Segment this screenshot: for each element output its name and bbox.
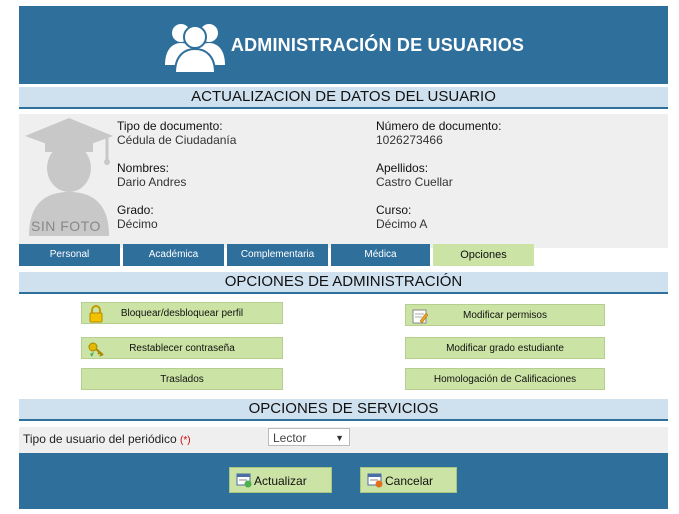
doc-number-field (376, 119, 501, 147)
user-type-label: Tipo de usuario del periódico (23, 432, 177, 446)
form-footer (19, 453, 668, 509)
course-label: Curso: (376, 203, 412, 217)
names-value: Dario Andres (117, 175, 187, 189)
tab-medica[interactable]: Médica (331, 244, 430, 266)
user-type-field-label (23, 432, 191, 446)
modify-permissions-label: Modificar permisos (463, 310, 547, 321)
update-button[interactable] (229, 467, 332, 493)
user-info-panel (19, 114, 668, 248)
service-options-row (19, 427, 668, 453)
names-field (117, 161, 186, 189)
page-header (19, 6, 668, 84)
transfers-label: Traslados (160, 374, 204, 385)
user-type-select[interactable] (268, 428, 350, 446)
tab-complementaria[interactable]: Complementaria (227, 244, 328, 266)
save-form-icon (236, 472, 252, 488)
course-value: Décimo A (376, 217, 428, 231)
surnames-field (376, 161, 453, 189)
section-update-title: ACTUALIZACION DE DATOS DEL USUARIO (19, 87, 668, 109)
reset-password-button[interactable] (81, 337, 283, 359)
tab-bar (19, 244, 668, 266)
chevron-down-icon: ▼ (335, 433, 344, 443)
grade-label: Grado: (117, 203, 154, 217)
tab-personal[interactable]: Personal (19, 244, 120, 266)
surnames-value: Castro Cuellar (376, 175, 453, 189)
doc-number-value: 1026273466 (376, 133, 443, 147)
key-icon (88, 340, 104, 358)
lock-profile-label: Bloquear/desbloquear perfil (120, 308, 244, 319)
cancel-label: Cancelar (385, 474, 434, 488)
section-admin-options-title: OPCIONES DE ADMINISTRACIÓN (19, 272, 668, 294)
required-mark: (*) (180, 435, 191, 446)
grade-field (117, 203, 158, 231)
users-icon (163, 17, 227, 73)
lock-icon (88, 305, 104, 323)
cancel-button[interactable] (360, 467, 457, 493)
grade-value: Décimo (117, 217, 158, 231)
homologation-button[interactable] (405, 368, 605, 390)
names-label: Nombres: (117, 161, 170, 175)
tab-opciones[interactable]: Opciones (433, 244, 534, 266)
user-type-value: Lector (273, 431, 307, 445)
lock-profile-button[interactable] (81, 302, 283, 324)
edit-document-icon (412, 307, 428, 325)
surnames-label: Apellidos: (376, 161, 429, 175)
page-title: ADMINISTRACIÓN DE USUARIOS (230, 34, 525, 55)
course-field (376, 203, 427, 231)
no-photo-label: SIN FOTO (31, 218, 101, 234)
doc-type-field (117, 119, 236, 147)
reset-password-label: Restablecer contraseña (129, 343, 235, 354)
tab-academica[interactable]: Académica (123, 244, 224, 266)
update-label: Actualizar (254, 474, 307, 488)
modify-grade-label: Modificar grado estudiante (446, 343, 564, 354)
transfers-button[interactable] (81, 368, 283, 390)
section-service-options-title: OPCIONES DE SERVICIOS (19, 399, 668, 421)
doc-number-label: Número de documento: (376, 119, 502, 133)
homologation-label: Homologación de Calificaciones (433, 374, 577, 385)
modify-permissions-button[interactable] (405, 304, 605, 326)
modify-grade-button[interactable] (405, 337, 605, 359)
doc-type-value: Cédula de Ciudadanía (117, 133, 237, 147)
admin-options-panel (19, 297, 668, 395)
doc-type-label: Tipo de documento: (117, 119, 223, 133)
cancel-form-icon (367, 472, 383, 488)
